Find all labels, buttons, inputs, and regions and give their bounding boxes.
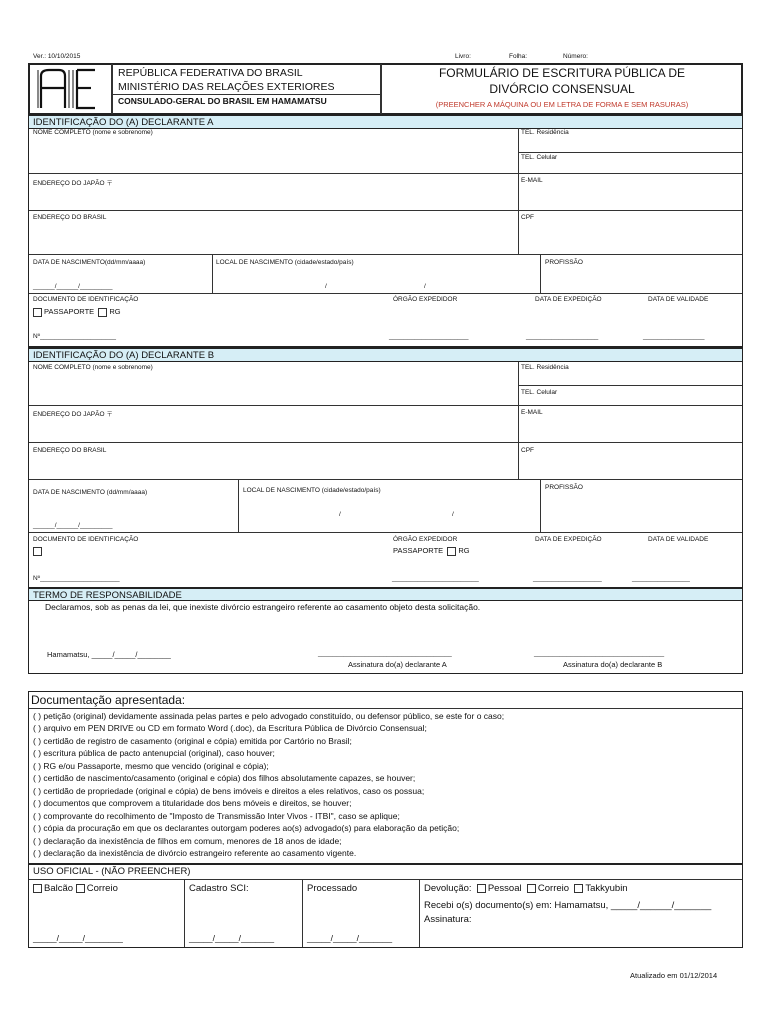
recebi-line[interactable]: Recebi o(s) documento(s) em: Hamamatsu, _____/______/_______ (424, 900, 712, 911)
takkyubin-checkbox[interactable] (574, 884, 583, 893)
a-birth-date-blank[interactable]: ______/______/_________ (33, 283, 113, 290)
terms-statement: Declaramos, sob as penas da lei, que inexiste divórcio estrangeiro referente ao casamento objeto desta solicitação. (45, 602, 481, 612)
pessoal-label: Pessoal (487, 883, 522, 894)
a-addr-brazil-label: ENDEREÇO DO BRASIL (33, 214, 107, 221)
a-issuer-label: ÓRGÃO EXPEDIDOR (393, 296, 458, 303)
doc-item[interactable]: ( ) petição (original) devidamente assinada pelas partes e pelo advogado constituído, ou defensor público, se este for o caso; (33, 711, 505, 721)
b-number-field[interactable]: Nº______________________ (33, 575, 120, 582)
documentation-title: Documentação apresentada: (31, 693, 186, 707)
a-email-label: E-MAIL (521, 177, 543, 184)
a-tel-cel-label: TEL. Celular (521, 154, 558, 161)
terms-place-date[interactable]: Hamamatsu, _____/_____/________ (47, 650, 171, 659)
a-addr-japan-label: ENDEREÇO DO JAPÃO 〒 (33, 180, 113, 187)
b-place-sep-1: / (339, 511, 341, 518)
declarant-a-box (28, 115, 743, 347)
b-birth-place-label: LOCAL DE NASCIMENTO (cidade/estado/país) (243, 487, 381, 494)
balcao-checkbox[interactable] (33, 884, 42, 893)
a-passport-checkbox[interactable] (33, 308, 42, 317)
b-tel-cel-label: TEL. Celular (521, 389, 558, 396)
a-id-doc-label: DOCUMENTO DE IDENTIFICAÇÃO (33, 296, 139, 303)
declarant-a-title: IDENTIFICAÇÃO DO (A) DECLARANTE A (29, 115, 742, 129)
a-number-field[interactable]: Nº_____________________ (33, 333, 116, 340)
a-validity-label: DATA DE VALIDADE (648, 296, 709, 303)
b-doc-checkbox-wrap[interactable] (33, 546, 44, 556)
b-passport-label: PASSAPORTE (393, 546, 444, 555)
b-birth-date-label: DATA DE NASCIMENTO (dd/mm/aaaa) (33, 489, 148, 496)
sig-line-a[interactable]: _____________________________________ (318, 650, 452, 657)
official-date-3[interactable]: _____/_____/_______ (307, 933, 393, 943)
doc-item[interactable]: ( ) certidão de propriedade (original e cópia) de bens imóveis e direitos a eles relativos, caso os possua; (33, 786, 425, 796)
b-issuer-blank[interactable]: ________________________ (392, 575, 479, 582)
doc-item[interactable]: ( ) arquivo em PEN DRIVE ou CD em formato Word (.doc), da Escritura Pública de Divórcio Consensual; (33, 723, 427, 733)
a-birth-place-label: LOCAL DE NASCIMENTO (cidade/estado/país) (216, 259, 354, 266)
correio2-checkbox[interactable] (527, 884, 536, 893)
takkyubin-label: Takkyubin (585, 883, 628, 894)
doc-item[interactable]: ( ) comprovante do recolhimento de "Imposto de Transmissão Inter Vivos - ITBI", caso se aplique; (33, 811, 400, 821)
doc-item[interactable]: ( ) documentos que comprovem a titularidade dos bens móveis e direitos, se houver; (33, 798, 352, 808)
balcao-label: Balcão (44, 883, 74, 894)
b-passport-option[interactable] (393, 546, 470, 556)
official-title: USO OFICIAL - (NÃO PREENCHER) (33, 866, 191, 877)
a-cpf-label: CPF (521, 214, 534, 221)
doc-item[interactable]: ( ) declaração da inexistência de divórcio estrangeiro referente ao casamento vigente. (33, 848, 357, 858)
cadastro-label: Cadastro SCI: (189, 883, 249, 894)
b-profession-label: PROFISSÃO (545, 484, 583, 491)
devolucao-options[interactable] (424, 883, 628, 894)
a-place-sep-1: / (325, 283, 327, 290)
declarant-b-box (28, 347, 743, 588)
b-rg-checkbox[interactable] (447, 547, 456, 556)
sig-a-label: Assinatura do(a) declarante A (348, 660, 447, 669)
b-cpf-label: CPF (521, 447, 534, 454)
official-date-1[interactable]: _____/_____/________ (33, 933, 123, 943)
a-passport-option[interactable] (33, 307, 121, 317)
a-profession-label: PROFISSÃO (545, 259, 583, 266)
official-delivery-options[interactable] (33, 883, 118, 894)
terms-title: TERMO DE RESPONSABILIDADE (29, 588, 742, 601)
a-rg-checkbox[interactable] (98, 308, 107, 317)
b-issue-date-label: DATA DE EXPEDIÇÃO (535, 536, 602, 543)
b-validity-label: DATA DE VALIDADE (648, 536, 709, 543)
declarant-b-title: IDENTIFICAÇÃO DO (A) DECLARANTE B (29, 348, 742, 362)
b-addr-japan-label: ENDEREÇO DO JAPÃO 〒 (33, 411, 113, 418)
ae-logo-mark (33, 66, 105, 112)
b-validity-blank[interactable]: ________________ (632, 575, 690, 582)
a-place-sep-2: / (424, 283, 426, 290)
updated-label: Atualizado em 01/12/2014 (630, 971, 718, 980)
folha-label: Folha: (509, 53, 528, 60)
doc-item[interactable]: ( ) certidão de registro de casamento (original e cópia) emitida por Cartório no Brasil; (33, 736, 352, 746)
sig-b-label: Assinatura do(a) declarante B (563, 660, 663, 669)
b-tel-res-label: TEL. Residência (521, 364, 569, 371)
official-date-2[interactable]: _____/_____/_______ (189, 933, 275, 943)
b-addr-brazil-label: ENDEREÇO DO BRASIL (33, 447, 107, 454)
ae-logo (33, 66, 105, 112)
a-issue-date-blank[interactable]: ____________________ (526, 333, 599, 340)
doc-item[interactable]: ( ) certidão de nascimento/casamento (original e cópia) dos filhos absolutamente capazes, se houver; (33, 773, 416, 783)
consulate-title: CONSULADO-GERAL DO BRASIL EM HAMAMATSU (118, 96, 327, 106)
sig-line-b[interactable]: ____________________________________ (534, 650, 665, 657)
version-label: Ver.: 10/10/2015 (33, 53, 81, 60)
republic-title: REPÚBLICA FEDERATIVA DO BRASIL (118, 67, 303, 79)
doc-item[interactable]: ( ) cópia da procuração em que os declarantes outorgam poderes ao(s) advogado(s) para elaboração da petição; (33, 823, 460, 833)
assinatura-label: Assinatura: (424, 914, 472, 925)
doc-item[interactable]: ( ) declaração da inexistência de filhos em comum, menores de 18 anos de idade; (33, 836, 342, 846)
ministry-title: MINISTÉRIO DAS RELAÇÕES EXTERIORES (118, 81, 335, 93)
livro-label: Livro: (455, 53, 471, 60)
form-title-2: DIVÓRCIO CONSENSUAL (489, 82, 635, 96)
a-validity-blank[interactable]: _________________ (643, 333, 705, 340)
a-issuer-blank[interactable]: ______________________ (389, 333, 469, 340)
a-birth-date-label: DATA DE NASCIMENTO(dd/mm/aaaa) (33, 259, 146, 266)
a-passport-label: PASSAPORTE (44, 307, 95, 316)
b-rg-label: RG (458, 546, 470, 555)
correio-checkbox[interactable] (76, 884, 85, 893)
b-birth-date-blank[interactable]: ______/______/_________ (33, 522, 113, 529)
a-rg-label: RG (109, 307, 121, 316)
b-place-sep-2: / (452, 511, 454, 518)
pessoal-checkbox[interactable] (477, 884, 486, 893)
form-instruction: (PREENCHER A MÁQUINA OU EM LETRA DE FORMA E SEM RASURAS) (435, 100, 689, 109)
a-name-label: NOME COMPLETO (nome e sobrenome) (33, 129, 153, 136)
b-issuer-label: ÓRGÃO EXPEDIDOR (393, 536, 458, 543)
processado-label: Processado (307, 883, 358, 894)
devolucao-label: Devolução: (424, 883, 472, 894)
correio-label: Correio (86, 883, 118, 894)
numero-label: Número: (563, 53, 588, 60)
b-id-doc-label: DOCUMENTO DE IDENTIFICAÇÃO (33, 536, 139, 543)
a-tel-res-label: TEL. Residência (521, 129, 569, 136)
doc-item[interactable]: ( ) escritura pública de pacto antenupcial (original), caso houver; (33, 748, 275, 758)
doc-item[interactable]: ( ) RG e/ou Passaporte, mesmo que vencido (original e cópia); (33, 761, 269, 771)
form-title-1: FORMULÁRIO DE ESCRITURA PÚBLICA DE (438, 66, 686, 80)
b-doc-checkbox[interactable] (33, 547, 42, 556)
b-issue-date-blank[interactable]: ___________________ (533, 575, 602, 582)
b-name-label: NOME COMPLETO (nome e sobrenome) (33, 364, 153, 371)
correio2-label: Correio (537, 883, 570, 894)
b-email-label: E-MAIL (521, 409, 543, 416)
a-issue-date-label: DATA DE EXPEDIÇÃO (535, 296, 602, 303)
